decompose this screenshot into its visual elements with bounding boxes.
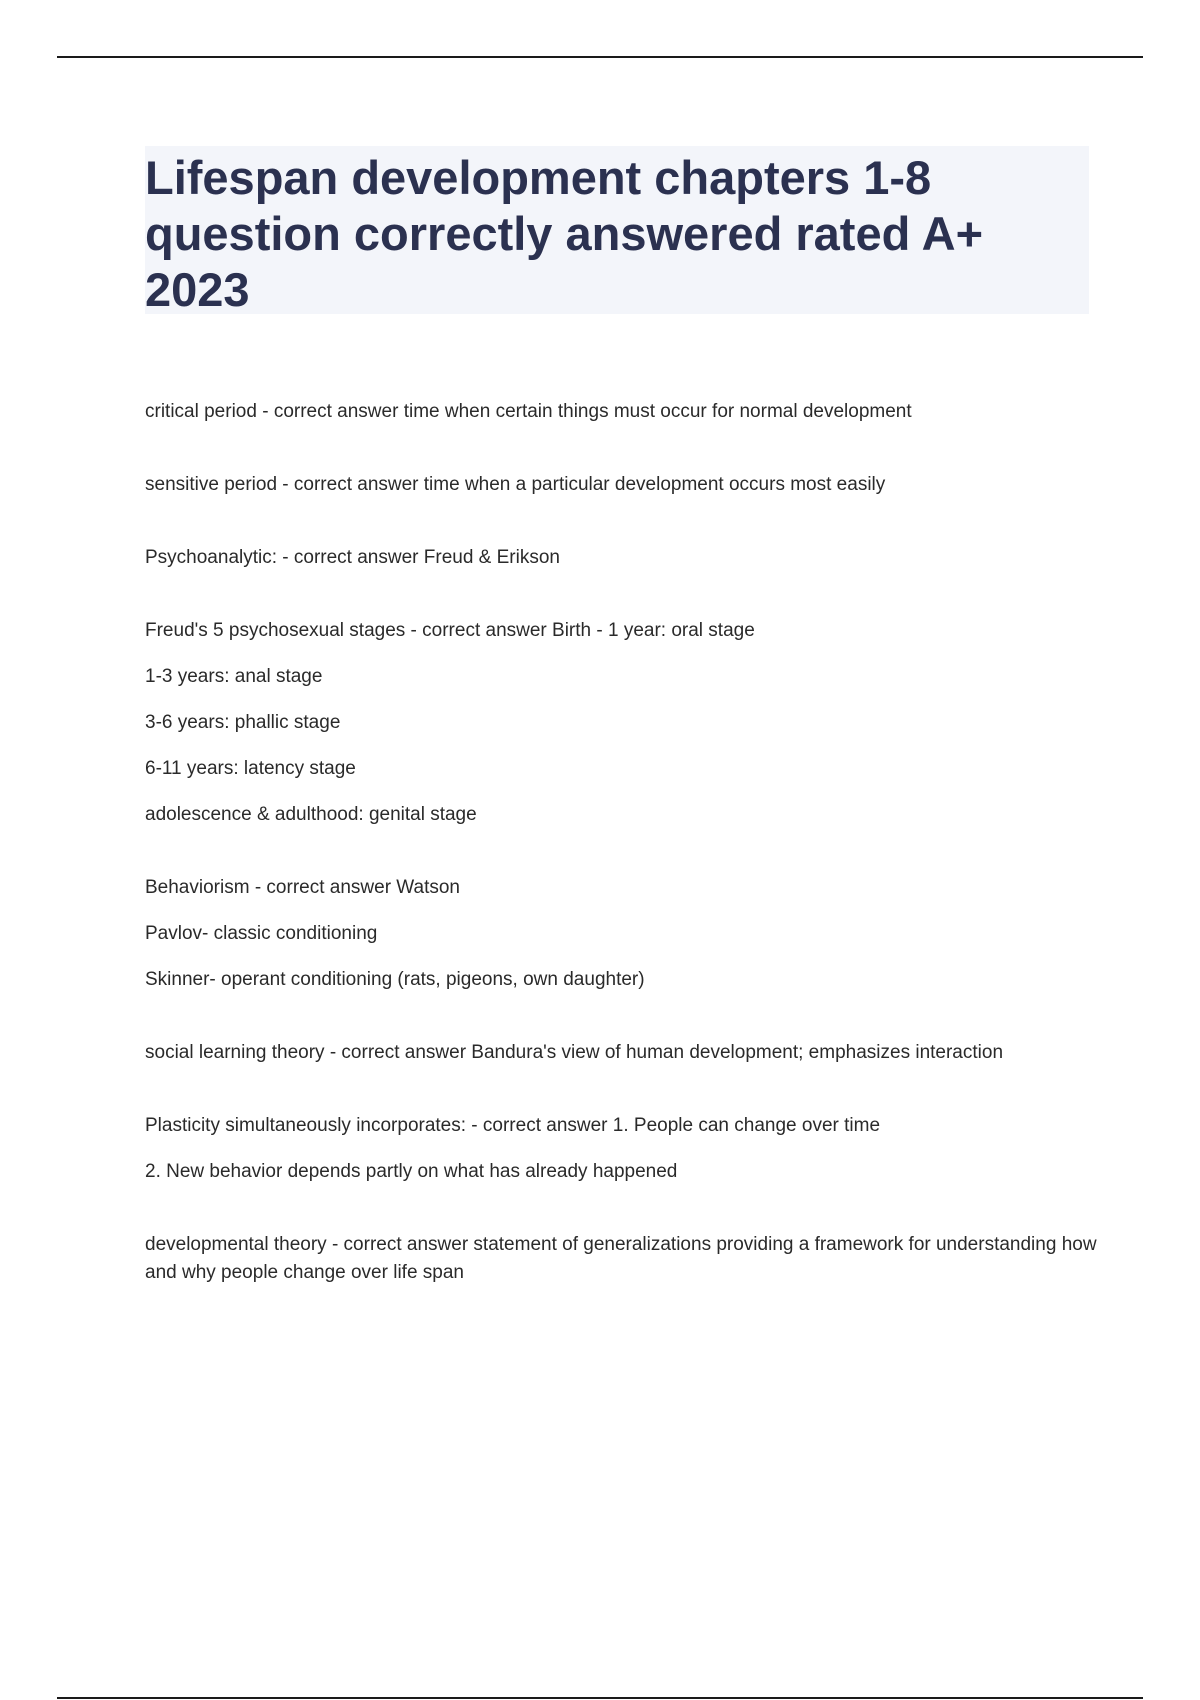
qa-entry-sensitive-period (145, 471, 1105, 499)
qa-entry-developmental-theory (145, 1231, 1105, 1287)
qa-entry-social-learning-theory (145, 1039, 1105, 1067)
qa-entry-plasticity (145, 1112, 1105, 1186)
qa-list (145, 398, 1105, 1332)
qa-line: Skinner- operant conditioning (rats, pigeons, own daughter) (145, 969, 645, 990)
qa-line: sensitive period - correct answer time when a particular development occurs most easily (145, 474, 886, 495)
qa-line: adolescence & adulthood: genital stage (145, 804, 477, 825)
qa-line: Psychoanalytic: - correct answer Freud & Erikson (145, 547, 560, 568)
document-title (145, 150, 1089, 318)
title-line: question correctly answered rated A+ (145, 207, 984, 260)
qa-line: Behaviorism - correct answer Watson (145, 877, 461, 898)
qa-line: developmental theory - correct answer statement of generalizations providing a framework for understanding how and why people change over life span (145, 1234, 1097, 1283)
qa-entry-freud-stages (145, 617, 1105, 829)
top-rule (57, 56, 1143, 58)
qa-line: 2. New behavior depends partly on what has already happened (145, 1161, 678, 1182)
qa-line: Plasticity simultaneously incorporates: - correct answer 1. People can change over time (145, 1115, 881, 1136)
title-line: 2023 (145, 263, 250, 316)
qa-entry-critical-period (145, 398, 1105, 426)
qa-line: critical period - correct answer time when certain things must occur for normal development (145, 401, 912, 422)
qa-entry-behaviorism (145, 874, 1105, 994)
qa-line: 6-11 years: latency stage (145, 758, 356, 779)
bottom-rule (57, 1697, 1143, 1699)
qa-line: 3-6 years: phallic stage (145, 712, 341, 733)
qa-line: 1-3 years: anal stage (145, 666, 323, 687)
qa-line: social learning theory - correct answer Bandura's view of human development; emphasizes interaction (145, 1042, 1004, 1063)
title-box (145, 146, 1089, 314)
title-line: Lifespan development chapters 1-8 (145, 151, 932, 204)
qa-line: Pavlov- classic conditioning (145, 923, 378, 944)
qa-entry-psychoanalytic (145, 544, 1105, 572)
qa-line: Freud's 5 psychosexual stages - correct answer Birth - 1 year: oral stage (145, 620, 755, 641)
